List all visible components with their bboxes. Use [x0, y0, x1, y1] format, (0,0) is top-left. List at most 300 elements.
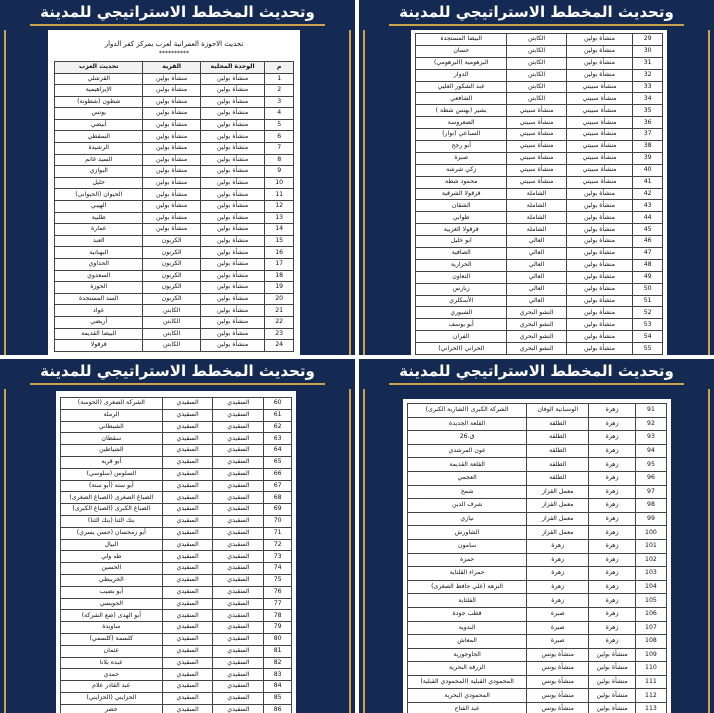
row-number: 106 — [635, 607, 666, 621]
villages-table — [60, 397, 292, 713]
table-row — [408, 539, 667, 553]
row-number: 86 — [264, 704, 292, 713]
table-row — [408, 635, 667, 649]
table-row — [408, 458, 667, 472]
cell: السقيدي — [213, 704, 264, 713]
cell: منشأة بولين — [200, 305, 265, 317]
cell: معمل القزاز — [527, 526, 589, 540]
cell: منشأة يونس — [527, 703, 589, 713]
table-row — [55, 143, 294, 155]
cell: منشأة بولين — [566, 248, 633, 260]
cell: العالي — [507, 259, 566, 271]
table-row — [416, 45, 663, 57]
grid-divider-horizontal — [0, 355, 714, 359]
village-name: حمراء القلتاية — [408, 567, 527, 581]
table-row — [416, 307, 663, 319]
cell: الطلقة — [527, 458, 589, 472]
village-name: كلسمة (كلسمي) — [61, 633, 163, 645]
row-number: 50 — [633, 283, 663, 295]
row-number: 73 — [264, 551, 292, 563]
row-number: 110 — [635, 662, 666, 676]
village-name: حمدي — [61, 669, 163, 681]
cell: زهرة — [589, 499, 636, 513]
row-number: 81 — [264, 645, 292, 657]
village-name: طه ولي — [61, 551, 163, 563]
row-number: 113 — [635, 703, 666, 713]
cell: السقيدي — [213, 409, 264, 421]
cell: منشأة يونس — [527, 675, 589, 689]
cell: الكربون — [143, 293, 200, 305]
table-row — [55, 108, 294, 120]
village-name: حسان — [416, 45, 507, 57]
panel-header-title: وتحديث المخطط الاستراتيجي للمدينة — [40, 3, 315, 21]
row-number: 78 — [264, 610, 292, 622]
cell: منشأة بولين — [143, 119, 200, 131]
village-name: الشركة الكبرى (الشاربة الكبرى) — [408, 404, 527, 418]
cell: السقيدي — [162, 456, 213, 468]
cell: السقيدي — [162, 468, 213, 480]
table-row — [416, 200, 663, 212]
cell: العالي — [507, 248, 566, 260]
row-number: 82 — [264, 657, 292, 669]
table-row — [416, 319, 663, 331]
table-row — [408, 444, 667, 458]
village-name: الحرارية — [416, 259, 507, 271]
villages-table — [54, 61, 294, 352]
village-name: قرقولا — [55, 340, 143, 352]
cell: منشأة بولين — [200, 85, 265, 97]
cell: منشأة بولين — [566, 45, 633, 57]
village-name: ساويدة — [61, 622, 163, 634]
cell: السقيدي — [162, 527, 213, 539]
village-name: الدوار — [416, 69, 507, 81]
table-row — [61, 515, 292, 527]
cell: السقيدي — [162, 657, 213, 669]
row-number: 2 — [265, 85, 294, 97]
table-row — [416, 57, 663, 69]
table-row — [61, 539, 292, 551]
cell: السقيدي — [213, 681, 264, 693]
village-name: شمخ — [408, 485, 527, 499]
row-number: 37 — [633, 129, 663, 141]
cell: السقيدي — [162, 563, 213, 575]
village-name: طلبية — [55, 212, 143, 224]
row-number: 95 — [635, 458, 666, 472]
cell: منشأة بولين — [566, 212, 633, 224]
table-row — [55, 189, 294, 201]
cell: الكربون — [143, 235, 200, 247]
cell: السقيدي — [162, 445, 213, 457]
row-number: 111 — [635, 675, 666, 689]
column-header: تحديث العزب — [55, 62, 143, 74]
cell: السقيدي — [162, 704, 213, 713]
row-number: 19 — [265, 282, 294, 294]
cell: منشأة سبيتي — [566, 105, 633, 117]
table-row — [408, 580, 667, 594]
table-row — [408, 553, 667, 567]
row-number: 79 — [264, 622, 292, 634]
row-number: 54 — [633, 331, 663, 343]
cell: منشأة بولين — [589, 648, 636, 662]
table-row — [408, 512, 667, 526]
cell: زهرة — [589, 458, 636, 472]
row-number: 75 — [264, 574, 292, 586]
cell: النشو البحري — [507, 343, 566, 355]
cell: الطلقة — [527, 431, 589, 445]
cell: منشأة بولين — [143, 154, 200, 166]
village-name: البدوية — [408, 621, 527, 635]
table-row — [61, 409, 292, 421]
row-number: 13 — [265, 212, 294, 224]
gold-frame-left — [4, 389, 16, 713]
row-number: 100 — [635, 526, 666, 540]
village-name: القرشلي — [55, 73, 143, 85]
row-number: 1 — [265, 73, 294, 85]
row-number: 61 — [264, 409, 292, 421]
table-row — [55, 119, 294, 131]
row-number: 74 — [264, 563, 292, 575]
cell: السقيدي — [213, 610, 264, 622]
table-row — [416, 271, 663, 283]
cell: الكربون — [143, 259, 200, 271]
cell: السقيدي — [162, 610, 213, 622]
cell: منشأة بولين — [566, 307, 633, 319]
cell: السقيدي — [162, 433, 213, 445]
row-number: 77 — [264, 598, 292, 610]
row-number: 12 — [265, 201, 294, 213]
cell: صبرة — [527, 621, 589, 635]
cell: زهرة — [589, 567, 636, 581]
cell: منشأة بولين — [200, 282, 265, 294]
cell: السقيدي — [162, 692, 213, 704]
row-number: 47 — [633, 248, 663, 260]
cell: الطلقة — [527, 471, 589, 485]
village-name: السلوس (سلوسي) — [61, 468, 163, 480]
row-number: 97 — [635, 485, 666, 499]
row-number: 48 — [633, 259, 663, 271]
row-number: 76 — [264, 586, 292, 598]
cell: السقيدي — [213, 421, 264, 433]
village-name: الشركة الصغرى (الحوسة) — [61, 398, 163, 410]
row-number: 6 — [265, 131, 294, 143]
cell: زهرة — [589, 580, 636, 594]
cell: السقيدي — [213, 563, 264, 575]
row-number: 8 — [265, 154, 294, 166]
cell: السقيدي — [213, 398, 264, 410]
village-name: طوابي — [416, 212, 507, 224]
row-number: 60 — [264, 398, 292, 410]
cell: السقيدي — [213, 574, 264, 586]
cell: منشأة بولين — [143, 166, 200, 178]
cell: السقيدي — [162, 586, 213, 598]
cell: منشأة بولين — [200, 131, 265, 143]
village-name: حمزة — [408, 553, 527, 567]
table-row — [61, 563, 292, 575]
village-name: الصباغ الكبرى (الصباغ الكبرى) — [61, 504, 163, 516]
cell: منشأة سبيتي — [566, 81, 633, 93]
cell: معمل القزاز — [527, 512, 589, 526]
cell: السقيدي — [213, 645, 264, 657]
table-row — [408, 689, 667, 703]
village-name: الحسين — [61, 563, 163, 575]
table-row — [408, 594, 667, 608]
table-row — [416, 81, 663, 93]
table-row — [416, 248, 663, 260]
village-name: بنك الثنا (بنك الثنا) — [61, 515, 163, 527]
cell: السقيدي — [162, 551, 213, 563]
cell: زهرة — [527, 580, 589, 594]
cell: معمل القزاز — [527, 485, 589, 499]
cell: زهرة — [589, 471, 636, 485]
row-number: 112 — [635, 689, 666, 703]
village-name: يونس — [55, 108, 143, 120]
cell: منشأة سبيتي — [507, 164, 566, 176]
village-name: الفران — [416, 331, 507, 343]
row-number: 52 — [633, 307, 663, 319]
village-name: الحيوان (الحيوانى) — [55, 189, 143, 201]
table-row — [416, 259, 663, 271]
cell: الكابتن — [507, 69, 566, 81]
cell: السقيدي — [213, 492, 264, 504]
table-row — [61, 492, 292, 504]
table-row — [55, 224, 294, 236]
table-row — [61, 657, 292, 669]
table-row — [416, 34, 663, 46]
cell: زهرة — [589, 635, 636, 649]
row-number: 69 — [264, 504, 292, 516]
row-number: 104 — [635, 580, 666, 594]
row-number: 4 — [265, 108, 294, 120]
cell: الكربون — [143, 282, 200, 294]
cell: منشأة بولين — [143, 177, 200, 189]
row-number: 107 — [635, 621, 666, 635]
column-header: القرية — [143, 62, 200, 74]
row-number: 33 — [633, 81, 663, 93]
cell: السقيدي — [213, 692, 264, 704]
cell: السقيدي — [213, 480, 264, 492]
row-number: 40 — [633, 164, 663, 176]
cell: منشأة بولين — [566, 259, 633, 271]
cell: السقيدي — [162, 398, 213, 410]
row-number: 42 — [633, 188, 663, 200]
village-name: أبيضي — [55, 119, 143, 131]
row-number: 22 — [265, 316, 294, 328]
cell: منشأة بولين — [200, 166, 265, 178]
cell: منشأة بولين — [566, 319, 633, 331]
row-number: 16 — [265, 247, 294, 259]
row-number: 66 — [264, 468, 292, 480]
table-row — [416, 69, 663, 81]
gold-frame-right — [339, 30, 351, 355]
cell: الكابتن — [507, 45, 566, 57]
row-number: 31 — [633, 57, 663, 69]
village-name: الجويسي — [61, 598, 163, 610]
row-number: 65 — [264, 456, 292, 468]
row-number: 38 — [633, 141, 663, 153]
table-row — [408, 404, 667, 418]
cell: الكابتن — [507, 34, 566, 46]
table-row — [55, 305, 294, 317]
cell: السقيدي — [162, 515, 213, 527]
row-number: 43 — [633, 200, 663, 212]
cell: منشأة بولين — [566, 34, 633, 46]
cell: منشأة يونس — [527, 648, 589, 662]
table-row — [416, 331, 663, 343]
table-row — [61, 468, 292, 480]
cell: السقيدي — [213, 445, 264, 457]
cell: زهرة — [527, 594, 589, 608]
row-number: 20 — [265, 293, 294, 305]
cell: السقيدي — [213, 456, 264, 468]
cell: منشأة بولين — [589, 689, 636, 703]
village-name: شرف الدين — [408, 499, 527, 513]
cell: منشأة بولين — [566, 343, 633, 355]
village-name: الحراني (الحراني) — [416, 343, 507, 355]
village-name: البوازي — [55, 166, 143, 178]
cell: منشأة بولين — [566, 69, 633, 81]
cell: السقيدي — [162, 409, 213, 421]
village-name: الأسكلري — [416, 295, 507, 307]
cell: السقيدي — [213, 669, 264, 681]
cell: الكابتن — [143, 340, 200, 352]
cell: منشأة بولين — [200, 96, 265, 108]
village-name: البرهومية (البرهومي) — [416, 57, 507, 69]
cell: العالي — [507, 295, 566, 307]
cell: النشو البحري — [507, 307, 566, 319]
row-number: 98 — [635, 499, 666, 513]
village-name: الصعروسة — [416, 117, 507, 129]
cell: النشو البحري — [507, 331, 566, 343]
document-sheet — [411, 30, 667, 355]
cell: العالي — [507, 236, 566, 248]
cell: زهرة — [589, 444, 636, 458]
cell: الطلقة — [527, 444, 589, 458]
table-row — [61, 421, 292, 433]
panel-top-right — [359, 0, 714, 355]
header-gold-line — [389, 383, 684, 385]
village-name: الشبوري — [416, 307, 507, 319]
row-number: 18 — [265, 270, 294, 282]
header-gold-line — [30, 24, 325, 26]
village-name: السعدوي — [55, 270, 143, 282]
cell: منشأة بولين — [200, 119, 265, 131]
cell: منشأة بولين — [143, 189, 200, 201]
cell: منشأة بولين — [143, 143, 200, 155]
cell: الوسبانية الوفان — [527, 404, 589, 418]
table-row — [61, 704, 292, 713]
table-row — [61, 610, 292, 622]
cell: منشأة يونس — [527, 689, 589, 703]
table-row — [55, 201, 294, 213]
table-row — [416, 93, 663, 105]
cell: منشأة بولين — [143, 108, 200, 120]
table-row — [408, 607, 667, 621]
cell: الشاملة — [507, 212, 566, 224]
table-row — [61, 633, 292, 645]
cell: منشأة سبيتي — [507, 176, 566, 188]
village-name: الشياطين — [61, 445, 163, 457]
row-number: 67 — [264, 480, 292, 492]
row-number: 21 — [265, 305, 294, 317]
table-row — [55, 293, 294, 305]
table-row — [416, 176, 663, 188]
village-name: عثمان — [61, 645, 163, 657]
header-gold-line — [389, 24, 684, 26]
row-number: 63 — [264, 433, 292, 445]
table-row — [55, 235, 294, 247]
cell: منشأة بولين — [200, 316, 265, 328]
table-row — [55, 212, 294, 224]
cell: منشأة بولين — [143, 73, 200, 85]
cell: الكابتن — [507, 81, 566, 93]
cell: السقيدي — [162, 480, 213, 492]
cell: منشأة سبيتي — [507, 117, 566, 129]
row-number: 64 — [264, 445, 292, 457]
table-row — [61, 398, 292, 410]
document-sheet — [403, 399, 671, 713]
cell: السقيدي — [213, 515, 264, 527]
cell: السقيدي — [162, 504, 213, 516]
cell: منشأة بولين — [200, 259, 265, 271]
table-row — [416, 105, 663, 117]
cell: السقيدي — [213, 633, 264, 645]
village-name: الإبراهيمية — [55, 85, 143, 97]
row-number: 103 — [635, 567, 666, 581]
row-number: 71 — [264, 527, 292, 539]
panel-bottom-right — [359, 359, 714, 713]
row-number: 62 — [264, 421, 292, 433]
row-number: 11 — [265, 189, 294, 201]
cell: منشأة بولين — [589, 662, 636, 676]
table-row — [408, 471, 667, 485]
village-name: أبو يوسف — [416, 319, 507, 331]
table-row — [408, 567, 667, 581]
village-name: عواد — [55, 305, 143, 317]
cell: السقيدي — [213, 468, 264, 480]
cell: زهرة — [589, 539, 636, 553]
header-gold-line — [30, 383, 325, 385]
village-name: الرملة — [61, 409, 163, 421]
table-row — [61, 669, 292, 681]
column-header: الوحدة المحلية — [200, 62, 265, 74]
gold-frame-right — [698, 30, 710, 355]
panel-header-title: وتحديث المخطط الاستراتيجي للمدينة — [399, 362, 674, 380]
row-number: 99 — [635, 512, 666, 526]
table-row — [408, 431, 667, 445]
village-name: زبارس — [416, 283, 507, 295]
village-name: الجاوجورية — [408, 648, 527, 662]
panel-header-title: وتحديث المخطط الاستراتيجي للمدينة — [40, 362, 315, 380]
document-sheet — [48, 30, 300, 355]
cell: الكابتن — [143, 305, 200, 317]
cell: السقيدي — [213, 586, 264, 598]
village-name: الهيبي — [55, 201, 143, 213]
cell: السقيدي — [213, 504, 264, 516]
cell: زهرة — [527, 539, 589, 553]
table-row — [416, 117, 663, 129]
village-name: العجمي — [408, 471, 527, 485]
cell: منشأة سبيتي — [566, 141, 633, 153]
village-name: الصباغ الصغرى (الصباغ الصغرى) — [61, 492, 163, 504]
village-name: الزرقة البحرية — [408, 662, 527, 676]
cell: منشأة بولين — [200, 108, 265, 120]
village-name: عبد الشكور العليي — [416, 81, 507, 93]
cell: منشأة بولين — [589, 703, 636, 713]
cell: السقيدي — [162, 421, 213, 433]
village-name: عبد القادر علام — [61, 681, 163, 693]
cell: منشأة بولين — [143, 131, 200, 143]
cell: زهرة — [589, 621, 636, 635]
